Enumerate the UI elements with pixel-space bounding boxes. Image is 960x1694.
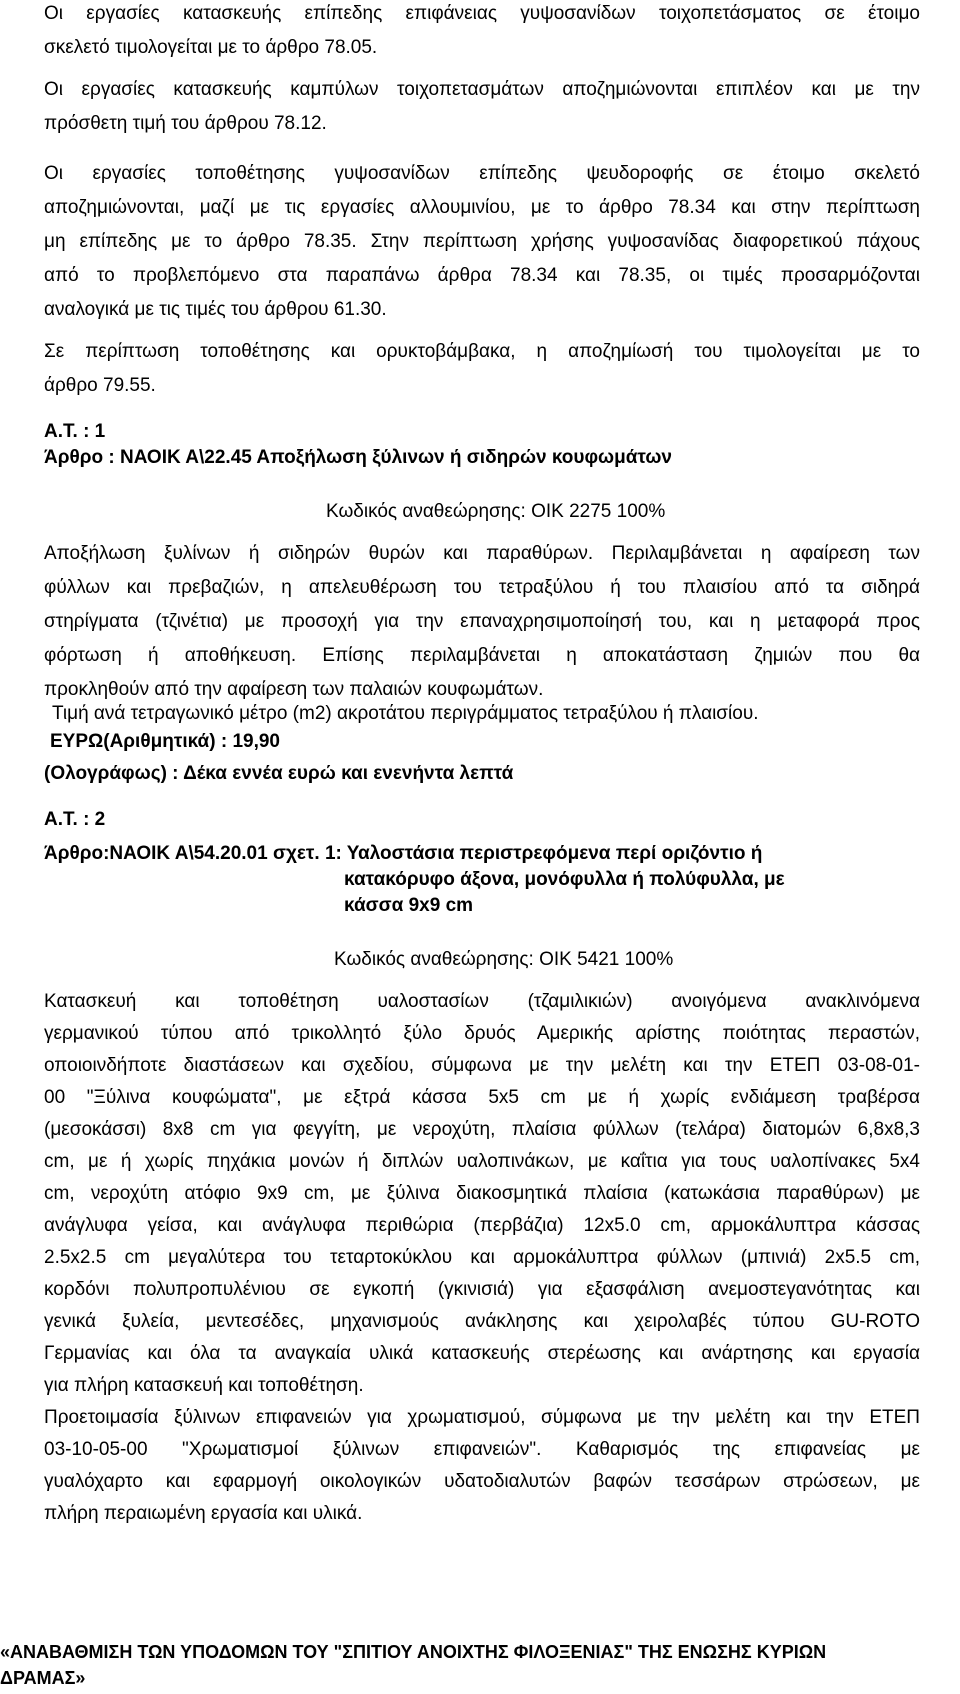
description-line: γυαλόχαρτο και εφαρμογή οικολογικών υδατοδιαλυτών βαφών τεσσάρων στρώσεων, με: [44, 1471, 920, 1492]
description-line: φύλλων και πρεβαζιών, η απελευθέρωση του τετραξύλου ή του πλαισίου από τα σιδηρά: [44, 577, 920, 598]
description-line: ανάγλυφα γείσα, και ανάγλυφα περιθώρια (περβάζια) 12x5.0 cm, αρμοκάλυπτρα κάσσας: [44, 1215, 920, 1236]
description-line: 00 "Ξύλινα κουφώματα", με εξτρά κάσσα 5x5 cm με ή χωρίς ενδιάμεση τραβέρσα: [44, 1087, 920, 1108]
description-line: κορδόνι πολυπροπυλένιου σε εγκοπή (γκινισιά) για εξασφάλιση ανεμοστεγανότητας και: [44, 1279, 920, 1300]
price-numeric: ΕΥΡΩ(Αριθμητικά) : 19,90: [50, 731, 280, 752]
paragraph-line: Σε περίπτωση τοποθέτησης και ορυκτοβάμβακα, η αποζημίωσή του τιμολογείται με το: [44, 341, 920, 362]
description-line: Γερμανίας και όλα τα αναγκαία υλικά κατασκευής στερέωσης και ανάρτησης και εργασία: [44, 1343, 920, 1364]
article-title: κάσσα 9x9 cm: [344, 895, 474, 916]
description-line: στηρίγματα (τζινέτια) με προσοχή για την επαναχρησιμοποίησή του, και η μεταφορά προς: [44, 611, 920, 632]
description-line: Κατασκευή και τοποθέτηση υαλοστασίων (τζαμιλικιών) ανοιγόμενα ανακλινόμενα: [44, 991, 920, 1012]
description-line: cm, νεροχύτη ατόφιο 9x9 cm, με ξύλινα διακοσμητικά πλαίσια (κατωκάσια παραθύρων) με: [44, 1183, 920, 1204]
paragraph-line: μη επίπεδης με το άρθρο 78.35. Στην περίπτωση χρήσης γυψοσανίδας διαφορετικού πάχους: [44, 231, 920, 252]
paragraph-line: Οι εργασίες τοποθέτησης γυψοσανίδων επίπεδης ψευδοροφής σε έτοιμο σκελετό: [44, 163, 920, 184]
paragraph-line: Οι εργασίες κατασκευής επίπεδης επιφάνειας γυψοσανίδων τοιχοπετάσματος σε έτοιμο: [44, 3, 920, 24]
revision-code: Κωδικός αναθεώρησης: ΟΙΚ 5421 100%: [334, 949, 674, 970]
paragraph-line: πρόσθετη τιμή του άρθρου 78.12.: [44, 113, 327, 134]
description-line: Προετοιμασία ξύλινων επιφανειών για χρωματισμού, σύμφωνα με την μελέτη και την ΕΤΕΠ: [44, 1407, 920, 1428]
article-title: Άρθρο : ΝΑΟΙΚ Α\22.45 Αποξήλωση ξύλινων ή σιδηρών κουφωμάτων: [44, 447, 672, 468]
description-line: πλήρη περαιωμένη εργασία και υλικά.: [44, 1503, 363, 1524]
description-line: Αποξήλωση ξυλίνων ή σιδηρών θυρών και παραθύρων. Περιλαμβάνεται η αφαίρεση των: [44, 543, 920, 564]
paragraph-line: αποζημιώνονται, μαζί με τις εργασίες αλλουμινίου, με το άρθρο 78.34 και στην περίπτωση: [44, 197, 920, 218]
unit-line: Τιμή ανά τετραγωνικό μέτρο (m2) ακροτάτου περιγράμματος τετραξύλου ή πλαισίου.: [52, 703, 759, 724]
description-line: γερμανικού τύπου από τρικολλητό ξύλο δρυός Αμερικής αρίστης ποιότητας περαστών,: [44, 1023, 920, 1044]
article-title: κατακόρυφο άξονα, μονόφυλλα ή πολύφυλλα, με: [344, 869, 785, 890]
description-line: γενικά ξυλεία, μεντεσέδες, μηχανισμούς ανάκλησης και χειρολαβές τύπου GU-ROTO: [44, 1311, 920, 1332]
description-line: 2.5x2.5 cm μεγαλύτερα του τεταρτοκύκλου και αρμοκάλυπτρα φύλλων (μπινιά) 2x5.5 cm,: [44, 1247, 920, 1268]
description-line: για πλήρη κατασκευή και τοποθέτηση.: [44, 1375, 364, 1396]
revision-code: Κωδικός αναθεώρησης: ΟΙΚ 2275 100%: [326, 501, 666, 522]
paragraph-line: από το προβλεπόμενο στα παραπάνω άρθρα 78.34 και 78.35, οι τιμές προσαρμόζονται: [44, 265, 920, 286]
description-line: (μεσοκάσσι) 8x8 cm για φεγγίτη, με νεροχύτη, πλαίσια φύλλων (τελάρα) διατομών 6,8x8,3: [44, 1119, 920, 1140]
article-title: Άρθρο:ΝΑΟΙΚ Α\54.20.01 σχετ. 1: Υαλοστάσια περιστρεφόμενα περί οριζόντιο ή: [44, 843, 763, 864]
footer-line: «ΑΝΑΒΑΘΜΙΣΗ ΤΩΝ ΥΠΟΔΟΜΩΝ ΤΟΥ "ΣΠΙΤΙΟΥ ΑΝΟΙΧΤΗΣ ΦΙΛΟΞΕΝΙΑΣ" ΤΗΣ ΕΝΩΣΗΣ ΚΥΡΙΩΝ: [0, 1642, 827, 1662]
price-words: (Ολογράφως) : Δέκα εννέα ευρώ και ενενήντα λεπτά: [44, 763, 514, 784]
paragraph-line: Οι εργασίες κατασκευής καμπύλων τοιχοπετασμάτων αποζημιώνονται επιπλέον και με την: [44, 79, 920, 100]
description-line: φόρτωση ή αποθήκευση. Επίσης περιλαμβάνεται η αποκατάσταση ζημιών που θα: [44, 645, 920, 666]
description-line: cm, με ή χωρίς πηχάκια μονών ή διπλών υαλοπινάκων, με καΐτια για τους υαλοπίνακες 5x4: [44, 1151, 920, 1172]
paragraph-line: σκελετό τιμολογείται με το άρθρο 78.05.: [44, 37, 378, 58]
footer-line: ΔΡΑΜΑΣ»: [0, 1668, 86, 1688]
paragraph-line: άρθρο 79.55.: [44, 375, 156, 396]
paragraph-line: αναλογικά με τις τιμές του άρθρου 61.30.: [44, 299, 387, 320]
description-line: προκληθούν από την αφαίρεση των παλαιών κουφωμάτων.: [44, 679, 544, 700]
item-number: Α.Τ. : 1: [44, 421, 106, 442]
item-number: Α.Τ. : 2: [44, 809, 106, 830]
description-line: οποιοινδήποτε διαστάσεων και σχεδίου, σύμφωνα με την μελέτη και την ΕΤΕΠ 03-08-01-: [44, 1055, 920, 1076]
description-line: 03-10-05-00 "Χρωματισμοί ξύλινων επιφανειών". Καθαρισμός της επιφανείας με: [44, 1439, 920, 1460]
